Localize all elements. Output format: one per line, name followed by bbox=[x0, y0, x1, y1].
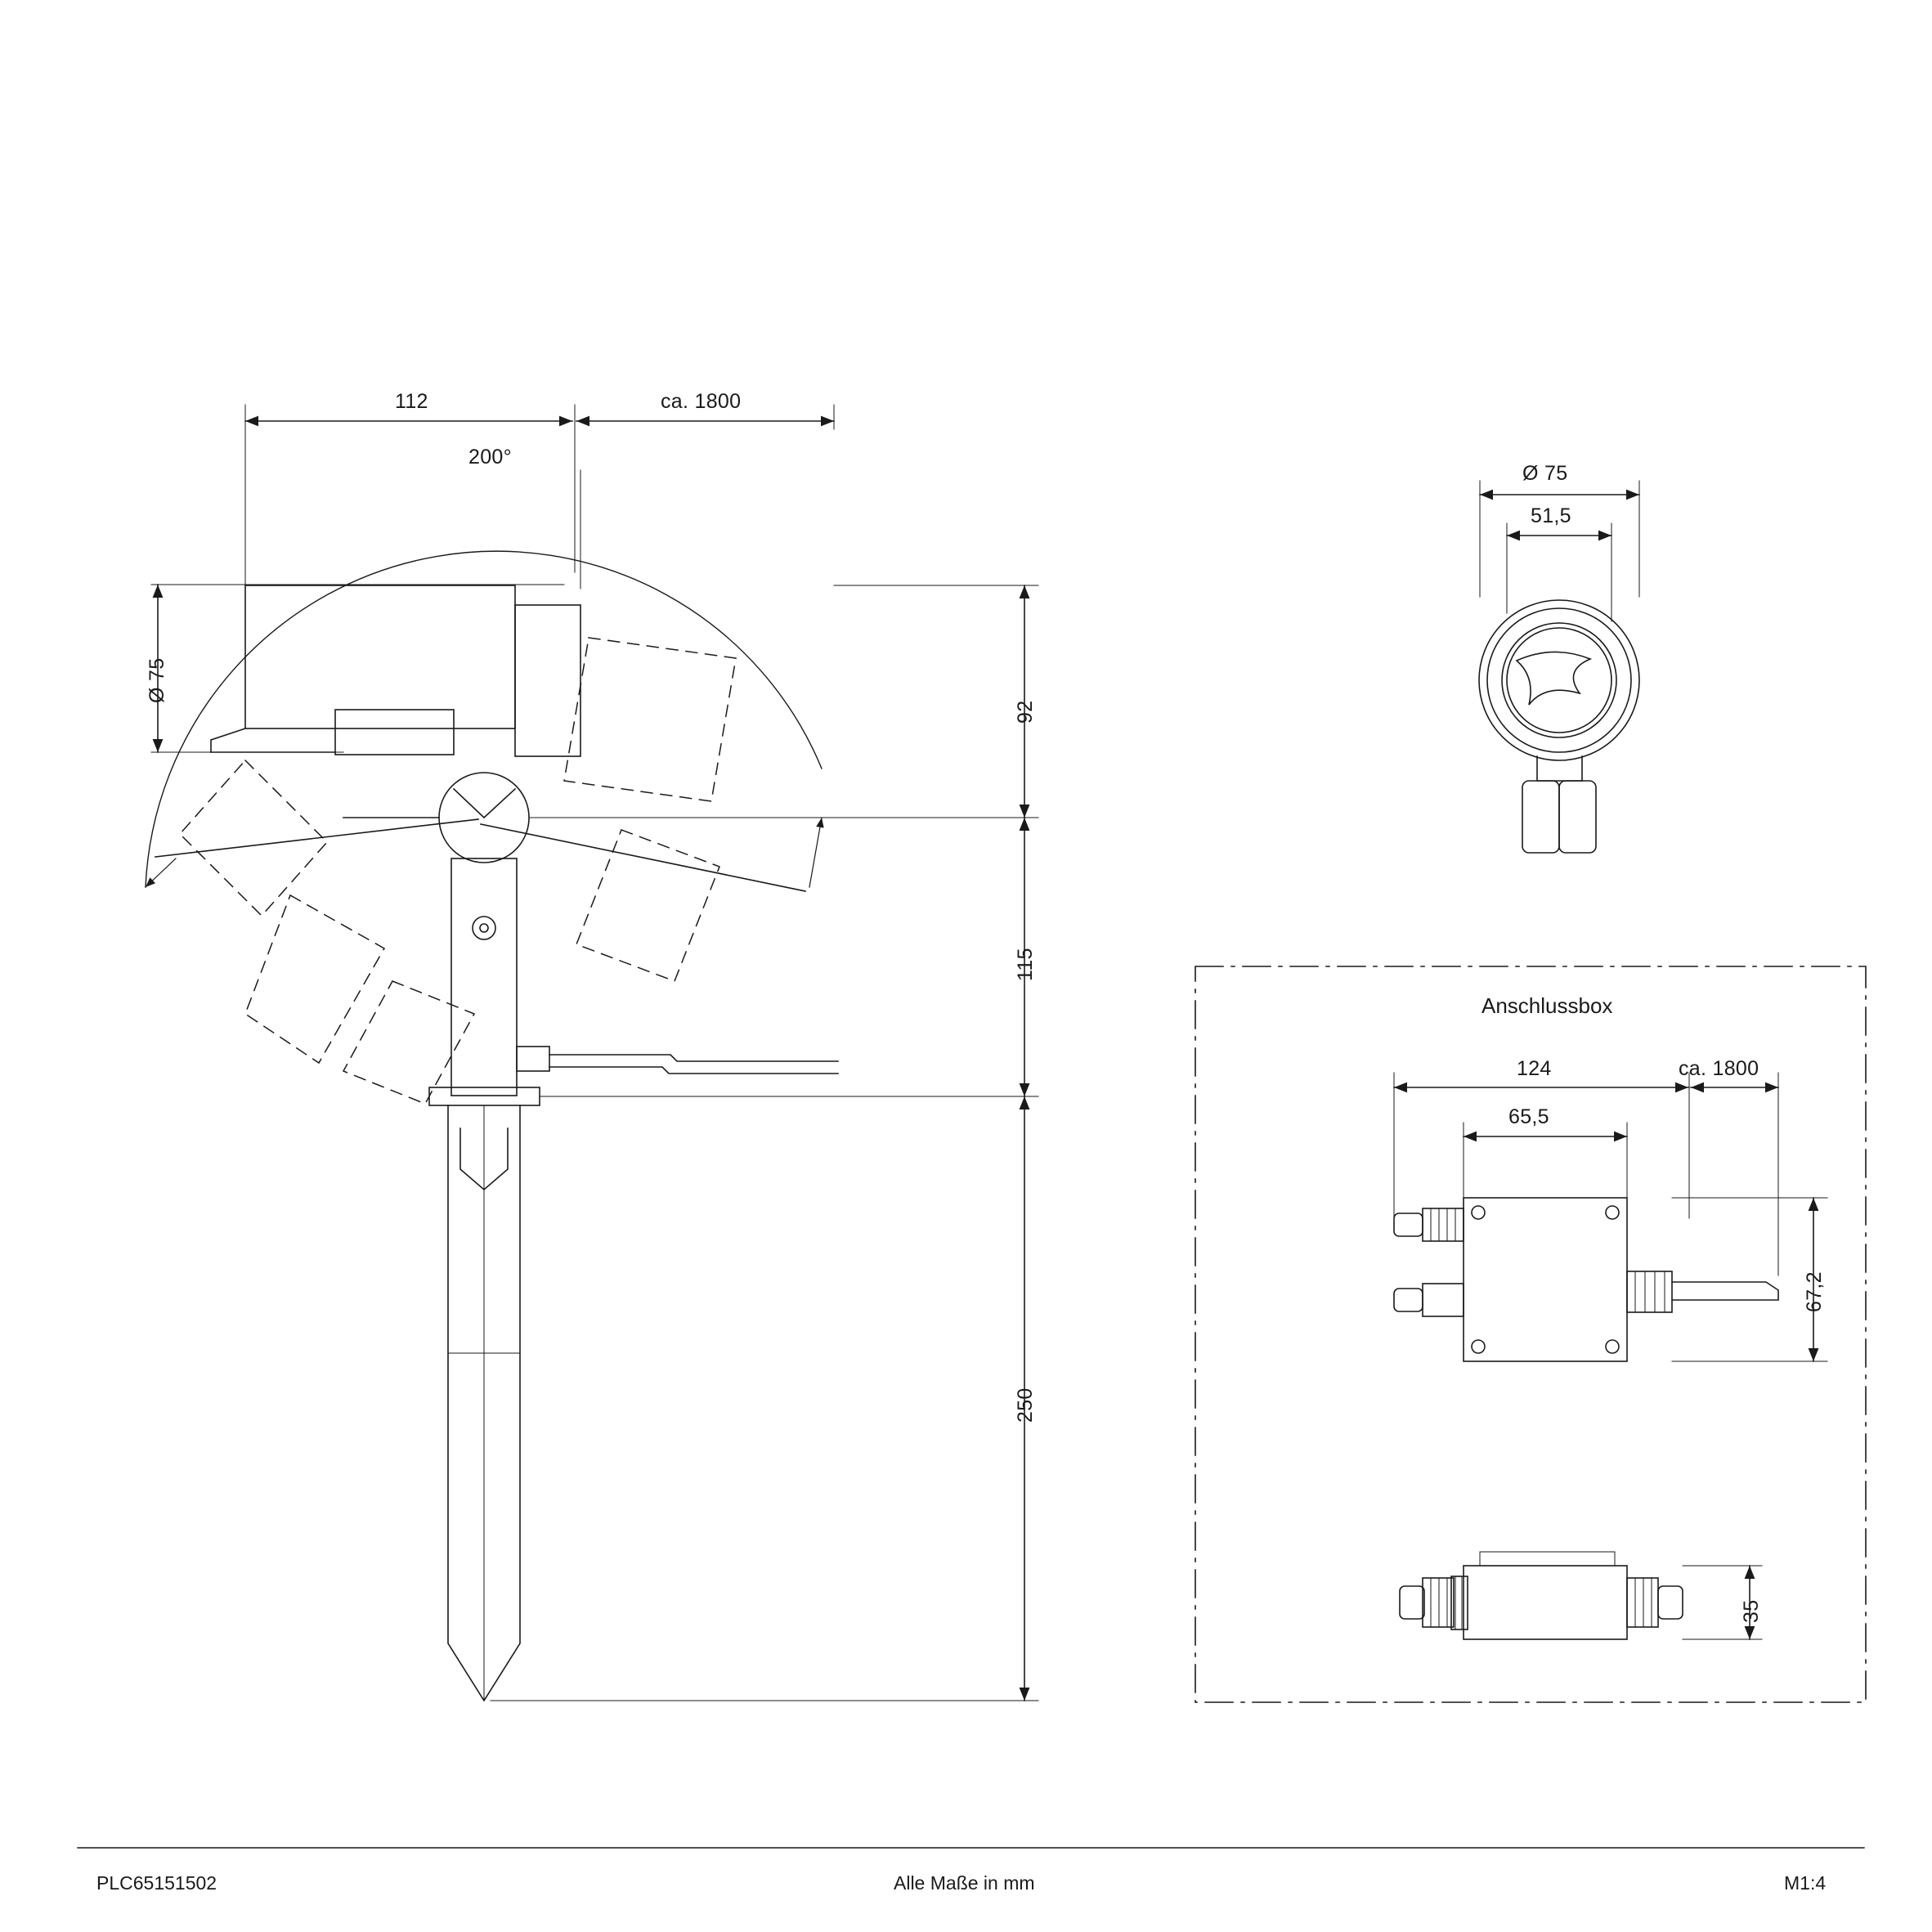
dim-swivel-angle-label: 200° bbox=[468, 446, 512, 468]
dim-box-depth-label: 35 bbox=[1740, 1599, 1763, 1623]
dim-cable-length-label: ca. 1800 bbox=[661, 390, 742, 413]
dim-spike-length-label: 250 bbox=[1014, 1387, 1037, 1423]
junction-box-title: Anschlussbox bbox=[1481, 993, 1613, 1018]
dim-diameter-main-label: Ø 75 bbox=[146, 657, 168, 703]
dim-inner-diameter-label: 51,5 bbox=[1531, 504, 1571, 527]
footer-units-note: Alle Maße in mm bbox=[894, 1872, 1035, 1894]
dim-box-cable-length-label: ca. 1800 bbox=[1679, 1057, 1759, 1080]
dim-box-total-width-label: 124 bbox=[1517, 1057, 1552, 1080]
dim-box-width-label: 65,5 bbox=[1508, 1105, 1549, 1128]
dim-width-head-label: 112 bbox=[395, 390, 428, 413]
dim-height-mid-label: 115 bbox=[1014, 948, 1037, 981]
footer-scale: M1:4 bbox=[1784, 1872, 1827, 1894]
dim-box-height-label: 67,2 bbox=[1803, 1271, 1826, 1312]
dim-outer-diameter-label: Ø 75 bbox=[1522, 462, 1568, 485]
dim-height-head-label: 92 bbox=[1014, 700, 1037, 724]
footer-part-number: PLC65151502 bbox=[96, 1872, 217, 1894]
